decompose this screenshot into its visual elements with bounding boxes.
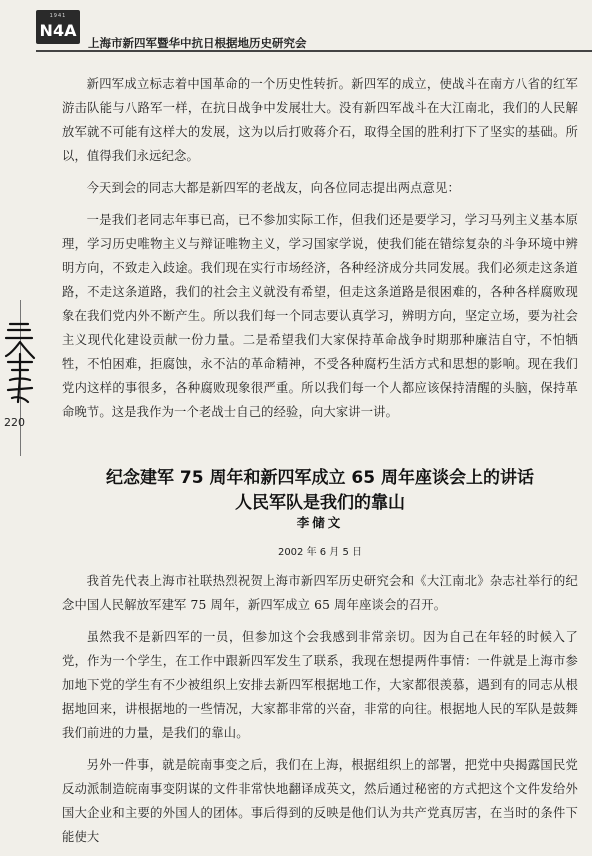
article-1-paragraph: 新四军成立标志着中国革命的一个历史性转折。新四军的成立，使战斗在南方八省的红军游击队能与八路军一样，在抗日战争中发展壮大。没有新四军战斗在大江南北，我们的人民解放军就不可能有这样大的发展，这为以后打败蒋介石，取得全国的胜利打下了坚实的基础。所以，值得我们永远纪念。 [62, 77, 578, 163]
article-2-paragraph: 虽然我不是新四军的一员，但参加这个会我感到非常亲切。因为自己在年轻的时候入了党，作为一个学生，在工作中跟新四军发生了联系，我现在想提两件事情：一件就是上海市参加地下党的学生有不少被组织上安排去新四军根据地工作，大家都很羡慕，遇到有的同志从根据地回来，讲根据地的一些情况，大家都非常的兴奋，非常的向往。根据地人民的军队是鼓舞我们前进的力量，是我们的靠山。 [62, 630, 578, 740]
article-1-paragraph: 一是我们老同志年事已高，已不参加实际工作，但我们还是要学习，学习马列主义基本原理，学习历史唯物主义与辩证唯物主义，学习国家学说，使我们能在错综复杂的斗争环境中辨明方向，不致走入歧途。我们现在实行市场经济，各种经济成分共同发展。我们必须走这条道路，不走这条道路，我们的社会主义就没有希望，但走这条道路是很困难的，各种各样腐败现象在我们党内外不断产生。所以我们每一个同志要认真学习，辨明方向，坚定立场，要为社会主义现代化建设贡献一份力量。二是希望我们大家保持革命战争时期那种廉洁自守，不怕牺牲，不怕困难，拒腐蚀，永不沾的革命精神，不受各种腐朽生活方式和思想的影响。现在我们党内这样的事很多，各种腐败现象很严重。所以我们每一个人都应该保持清醒的头脑，保持革命晚节。这是我作为一个老战士自己的经验，向大家讲一讲。 [62, 213, 578, 419]
article-2-body [62, 569, 578, 849]
header-divider [36, 50, 592, 52]
speech-title-line-1: 纪念建军 75 周年和新四军成立 65 周年座谈会上的讲话 [106, 468, 534, 488]
article-2-paragraph: 另外一件事，就是皖南事变之后，我们在上海，根据组织上的部署，把党中央揭露国民党反动派制造皖南事变阴谋的文件非常快地翻译成英文，然后通过秘密的方式把这个文件发给外国大企业和主要的外国人的团体。事后得到的反映是他们认为共产党真厉害，在当时的条件下能使大 [62, 758, 578, 844]
calligraphy-decoration [2, 318, 38, 406]
header-title: 上海市新四军暨华中抗日根据地历史研究会 [88, 36, 307, 50]
article-1-paragraph: 今天到会的同志大都是新四军的老战友，向各位同志提出两点意见： [86, 181, 461, 195]
article-2-paragraph: 我首先代表上海市社联热烈祝贺上海市新四军历史研究会和《大江南北》杂志社举行的纪念中国人民解放军建军 75 周年，新四军成立 65 周年座谈会的召开。 [62, 574, 578, 612]
speech-title-line-2: 人民军队是我们的靠山 [235, 493, 405, 513]
article-1-body [62, 72, 578, 424]
logo-text: N4A [39, 21, 77, 40]
n4a-logo [36, 10, 80, 44]
speech-date: 2002 年 6 月 5 日 [277, 547, 363, 558]
logo-year: 1941 [49, 13, 67, 19]
author-name: 李储文 [296, 515, 344, 530]
page-number: 220 [4, 416, 25, 429]
